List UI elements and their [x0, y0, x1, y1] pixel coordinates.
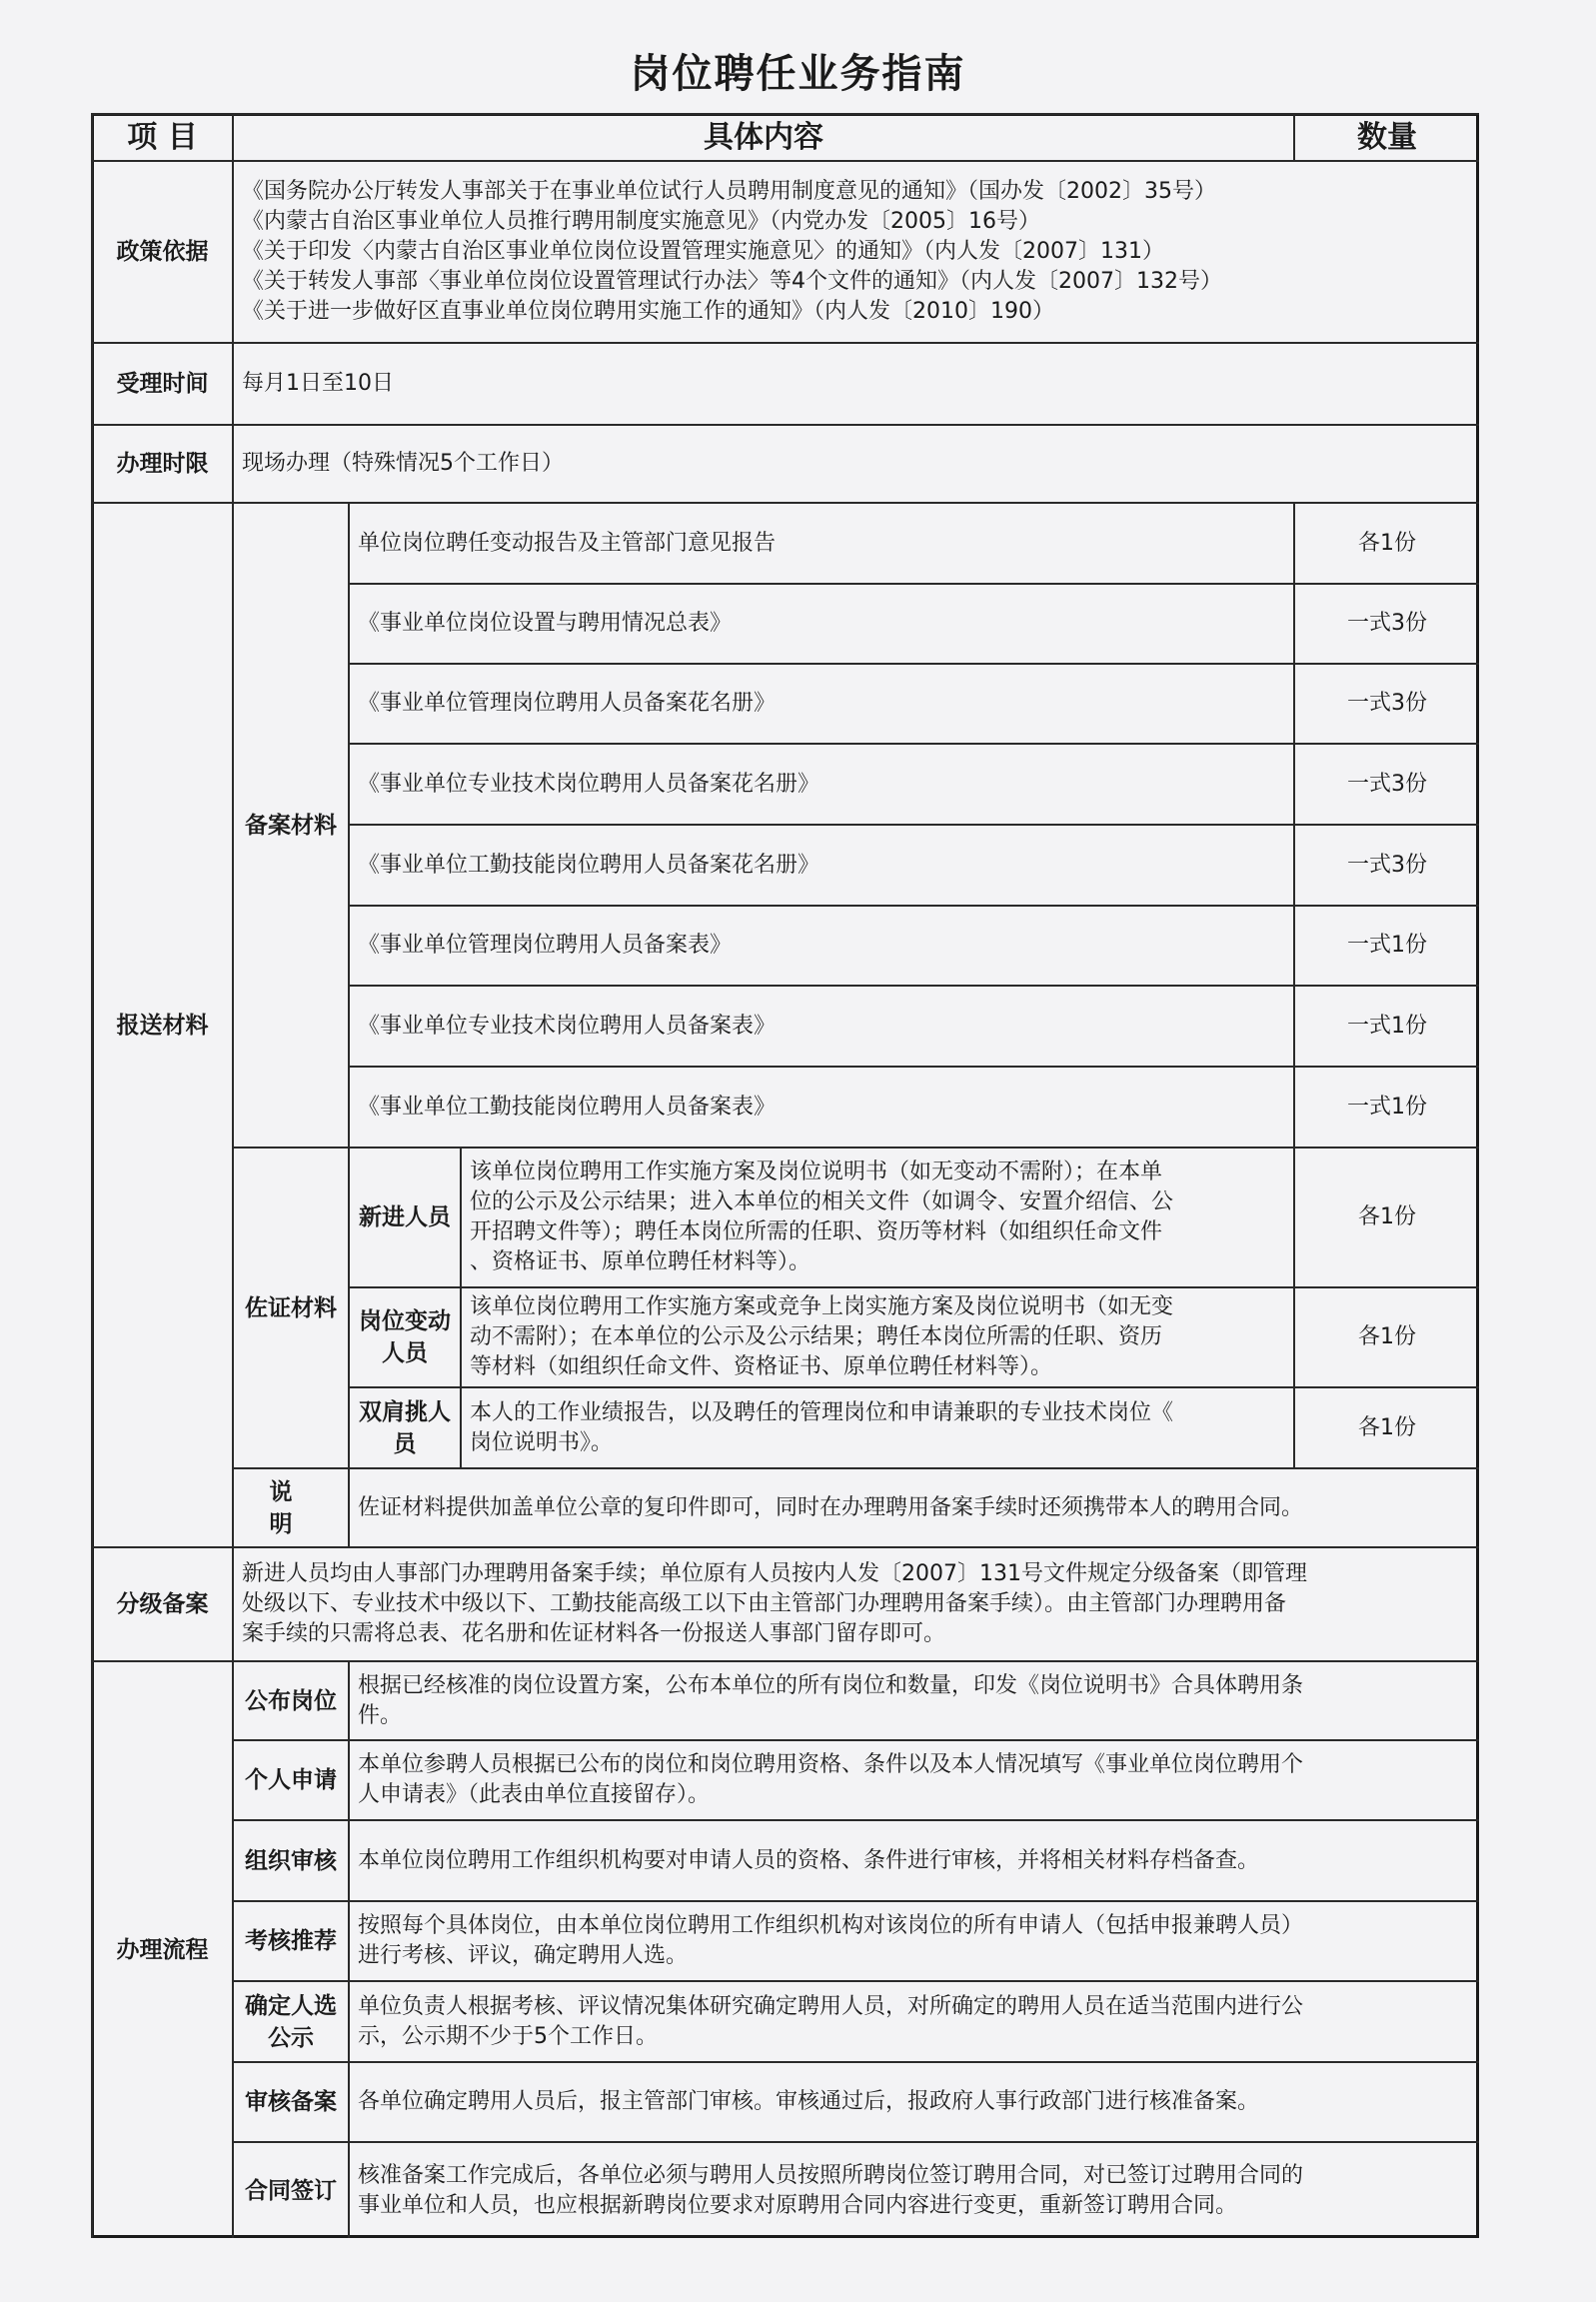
process-step-name: 确定人选公示 [232, 1980, 348, 2061]
process-step-name: 合同签订 [232, 2141, 348, 2238]
process-step-desc-text [358, 2087, 1259, 2117]
grading-content-text [242, 1559, 1307, 1649]
evidence-qty: 各1份 [1293, 1147, 1479, 1286]
filing-row-qty: 一式3份 [1293, 583, 1479, 663]
filing-row-name: 《事业单位工勤技能岗位聘用人员备案表》 [348, 1066, 1293, 1147]
text-line: 《国务院办公厅转发人事部关于在事业单位试行人员聘用制度意见的通知》（国办发〔2002〕35号） [242, 179, 1216, 204]
header-item: 项 目 [91, 113, 232, 160]
text-line: 位的公示及公示结果；进入本单位的相关文件（如调令、安置介绍信、公 [470, 1189, 1174, 1214]
policy-content-text [242, 177, 1222, 327]
text-line: 岗位说明书》。 [470, 1429, 614, 1455]
process-step-desc [348, 1660, 1479, 1739]
policy-label: 政策依据 [91, 160, 232, 342]
policy-content [232, 160, 1479, 342]
filing-row-qty: 一式1份 [1293, 985, 1479, 1066]
filing-row-name: 《事业单位管理岗位聘用人员备案表》 [348, 905, 1293, 985]
text-line: 件。 [358, 1702, 403, 1728]
header-qty: 数量 [1293, 113, 1479, 160]
limit-label: 办理时限 [91, 424, 232, 502]
process-step-desc-text [358, 1671, 1303, 1731]
text-line: 等材料（如组织任命文件、资格证书、原单位聘任材料等）。 [470, 1354, 1053, 1379]
process-step-desc [348, 1900, 1479, 1980]
process-step-name: 考核推荐 [232, 1900, 348, 1980]
text-line: 进行考核、评议，确定聘用人选。 [358, 1943, 689, 1968]
process-step-desc-text [358, 1992, 1303, 2052]
page-title: 岗位聘任业务指南 [630, 51, 966, 97]
filing-row-name: 单位岗位聘任变动报告及主管部门意见报告 [348, 502, 1293, 583]
text-line: 新进人员均由人事部门办理聘用备案手续；单位原有人员按内人发〔2007〕131号文件规定分级备案（即管理 [242, 1561, 1307, 1586]
text-line: 《关于进一步做好区直事业单位岗位聘用实施工作的通知》（内人发〔2010〕190） [242, 299, 1054, 324]
text-line: 动不需附）；在本单位的公示及公示结果；聘任本岗位所需的任职、资历 [470, 1324, 1163, 1349]
text-line: 处级以下、专业技术中级以下、工勤技能高级工以下由主管部门办理聘用备案手续）。由主管部门办理聘用备 [242, 1591, 1287, 1616]
evidence-qty: 各1份 [1293, 1386, 1479, 1467]
filing-row-qty: 各1份 [1293, 502, 1479, 583]
evidence-desc [460, 1286, 1293, 1386]
process-step-desc-text [358, 1750, 1303, 1810]
text-line: 本单位参聘人员根据已公布的岗位和岗位聘用资格、条件以及本人情况填写《事业单位岗位聘用个 [358, 1752, 1304, 1777]
text-line: 核准备案工作完成后，各单位必须与聘用人员按照所聘岗位签订聘用合同，对已签订过聘用合同的 [358, 2162, 1304, 2188]
evidence-desc-text [470, 1292, 1173, 1382]
text-line: 《关于印发〈内蒙古自治区事业单位岗位设置管理实施意见〉的通知》（内人发〔2007〕131） [242, 239, 1164, 264]
text-line: 单位负责人根据考核、评议情况集体研究确定聘用人员，对所确定的聘用人员在适当范围内进行公 [358, 1993, 1304, 2019]
materials-label: 报送材料 [91, 502, 232, 1546]
filing-row-name: 《事业单位工勤技能岗位聘用人员备案花名册》 [348, 824, 1293, 905]
text-line: 该单位岗位聘用工作实施方案或竞争上岗实施方案及岗位说明书（如无变 [470, 1294, 1174, 1319]
process-step-desc-text [358, 1911, 1303, 1971]
note-value: 佐证材料提供加盖单位公章的复印件即可，同时在办理聘用备案手续时还须携带本人的聘用合同。 [348, 1467, 1479, 1546]
filing-row-qty: 一式3份 [1293, 824, 1479, 905]
text-line: 本人的工作业绩报告，以及聘任的管理岗位和申请兼职的专业技术岗位《 [470, 1399, 1174, 1425]
text-line: 人申请表》（此表由单位直接留存）。 [358, 1782, 711, 1807]
text-line: 《关于转发人事部〈事业单位岗位设置管理试行办法〉等4个文件的通知》（内人发〔2007〕132号） [242, 269, 1222, 294]
evidence-type: 双肩挑人员 [348, 1386, 460, 1467]
header-content: 具体内容 [232, 113, 1293, 160]
filing-row-qty: 一式1份 [1293, 905, 1479, 985]
process-step-name: 个人申请 [232, 1739, 348, 1819]
text-line: 本单位岗位聘用工作组织机构要对申请人员的资格、条件进行审核，并将相关材料存档备查。 [358, 1847, 1260, 1873]
filing-label: 备案材料 [232, 502, 348, 1147]
evidence-desc [460, 1386, 1293, 1467]
text-line: 开招聘文件等）；聘任本岗位所需的任职、资历等材料（如组织任命文件 [470, 1219, 1163, 1244]
process-step-name: 组织审核 [232, 1819, 348, 1900]
filing-row-name: 《事业单位专业技术岗位聘用人员备案表》 [348, 985, 1293, 1066]
process-step-desc [348, 2061, 1479, 2141]
guide-table [91, 113, 1479, 2238]
filing-row-qty: 一式1份 [1293, 1066, 1479, 1147]
text-line: 事业单位和人员，也应根据新聘岗位要求对原聘用合同内容进行变更，重新签订聘用合同。 [358, 2192, 1238, 2218]
filing-row-name: 《事业单位管理岗位聘用人员备案花名册》 [348, 663, 1293, 743]
evidence-desc-text [470, 1398, 1173, 1458]
grading-label: 分级备案 [91, 1546, 232, 1660]
text-line: 《内蒙古自治区事业单位人员推行聘用制度实施意见》（内党办发〔2005〕16号） [242, 209, 1040, 234]
evidence-type: 岗位变动人员 [348, 1286, 460, 1386]
text-line: 、资格证书、原单位聘任材料等）。 [470, 1249, 811, 1274]
filing-row-name: 《事业单位岗位设置与聘用情况总表》 [348, 583, 1293, 663]
evidence-type: 新进人员 [348, 1147, 460, 1286]
accept-label: 受理时间 [91, 342, 232, 424]
evidence-desc [460, 1147, 1293, 1286]
grading-content [232, 1546, 1479, 1660]
text-line: 案手续的只需将总表、花名册和佐证材料各一份报送人事部门留存即可。 [242, 1621, 946, 1646]
filing-row-qty: 一式3份 [1293, 663, 1479, 743]
process-step-desc-text [358, 2161, 1303, 2221]
note-label: 说 明 [232, 1467, 348, 1546]
text-line: 示，公示期不少于5个工作日。 [358, 2023, 658, 2049]
process-step-desc [348, 1980, 1479, 2061]
evidence-qty: 各1份 [1293, 1286, 1479, 1386]
process-step-desc [348, 1819, 1479, 1900]
limit-value: 现场办理（特殊情况5个工作日） [232, 424, 1479, 502]
text-line: 根据已经核准的岗位设置方案，公布本单位的所有岗位和数量，印发《岗位说明书》合具体聘用条 [358, 1672, 1304, 1698]
evidence-desc-text [470, 1157, 1173, 1277]
process-label: 办理流程 [91, 1660, 232, 2238]
filing-row-qty: 一式3份 [1293, 743, 1479, 824]
process-step-name: 审核备案 [232, 2061, 348, 2141]
accept-value: 每月1日至10日 [232, 342, 1479, 424]
process-step-desc-text [358, 1846, 1259, 1876]
filing-row-name: 《事业单位专业技术岗位聘用人员备案花名册》 [348, 743, 1293, 824]
process-step-name: 公布岗位 [232, 1660, 348, 1739]
text-line: 按照每个具体岗位，由本单位岗位聘用工作组织机构对该岗位的所有申请人（包括申报兼聘人员） [358, 1913, 1304, 1938]
text-line: 各单位确定聘用人员后，报主管部门审核。审核通过后，报政府人事行政部门进行核准备案。 [358, 2089, 1260, 2114]
process-step-desc [348, 1739, 1479, 1819]
evidence-label: 佐证材料 [232, 1147, 348, 1467]
text-line: 该单位岗位聘用工作实施方案及岗位说明书（如无变动不需附）；在本单 [470, 1159, 1163, 1184]
process-step-desc [348, 2141, 1479, 2238]
